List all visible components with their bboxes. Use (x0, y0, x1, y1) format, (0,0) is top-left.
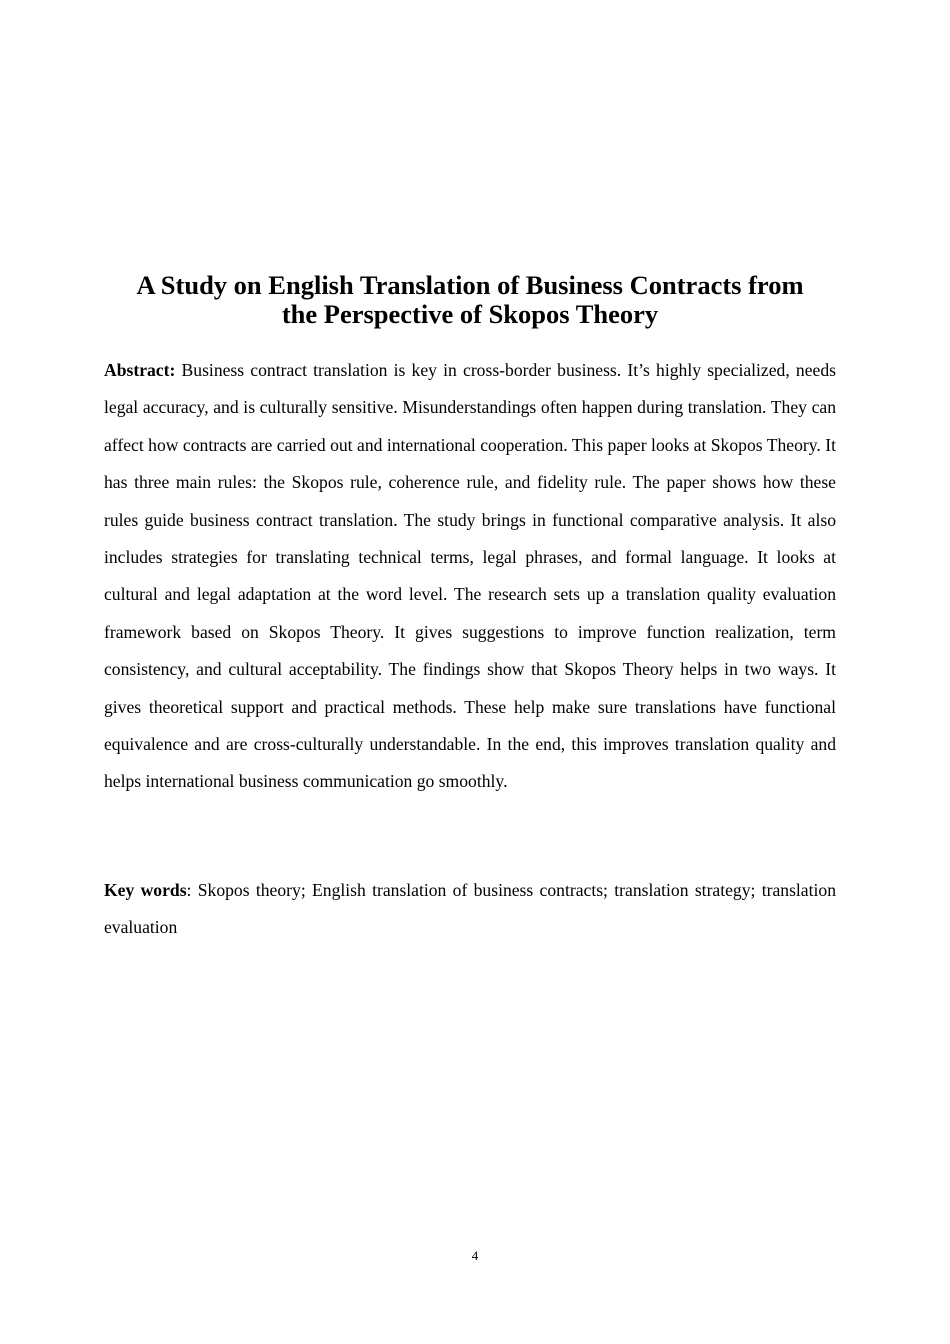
abstract-text: Business contract translation is key in cross-border business. It’s highly specialized, needs legal accuracy, and is culturally sensitive. Misunderstandings often happen during translation. They can affect how contracts are carried out and international cooperation. This paper looks at Skopos Theory. It has three main rules: the Skopos rule, coherence rule, and fidelity rule. The paper shows how these rules guide business contract translation. The study brings in functional comparative analysis. It also includes strategies for translating technical terms, legal phrases, and formal language. It looks at cultural and legal adaptation at the word level. The research sets up a translation quality evaluation framework based on Skopos Theory. It gives suggestions to improve function realization, term consistency, and cultural acceptability. The findings show that Skopos Theory helps in two ways. It gives theoretical support and practical methods. These help make sure translations have functional equivalence and are cross-culturally understandable. In the end, this improves translation quality and helps international business communication go smoothly. (104, 360, 836, 792)
paper-title (104, 271, 836, 329)
keywords-separator: : (186, 880, 192, 900)
keywords-label: Key words (104, 880, 187, 900)
abstract-label: Abstract: (104, 360, 176, 380)
keywords-paragraph (104, 872, 836, 947)
paper-title-line-1: A Study on English Translation of Business Contracts from (136, 270, 804, 300)
abstract-paragraph (104, 352, 836, 801)
paper-title-line-2: the Perspective of Skopos Theory (281, 299, 659, 329)
keywords-text: Skopos theory; English translation of business contracts; translation strategy; translation evaluation (104, 880, 836, 938)
page-number: 4 (471, 1248, 479, 1263)
